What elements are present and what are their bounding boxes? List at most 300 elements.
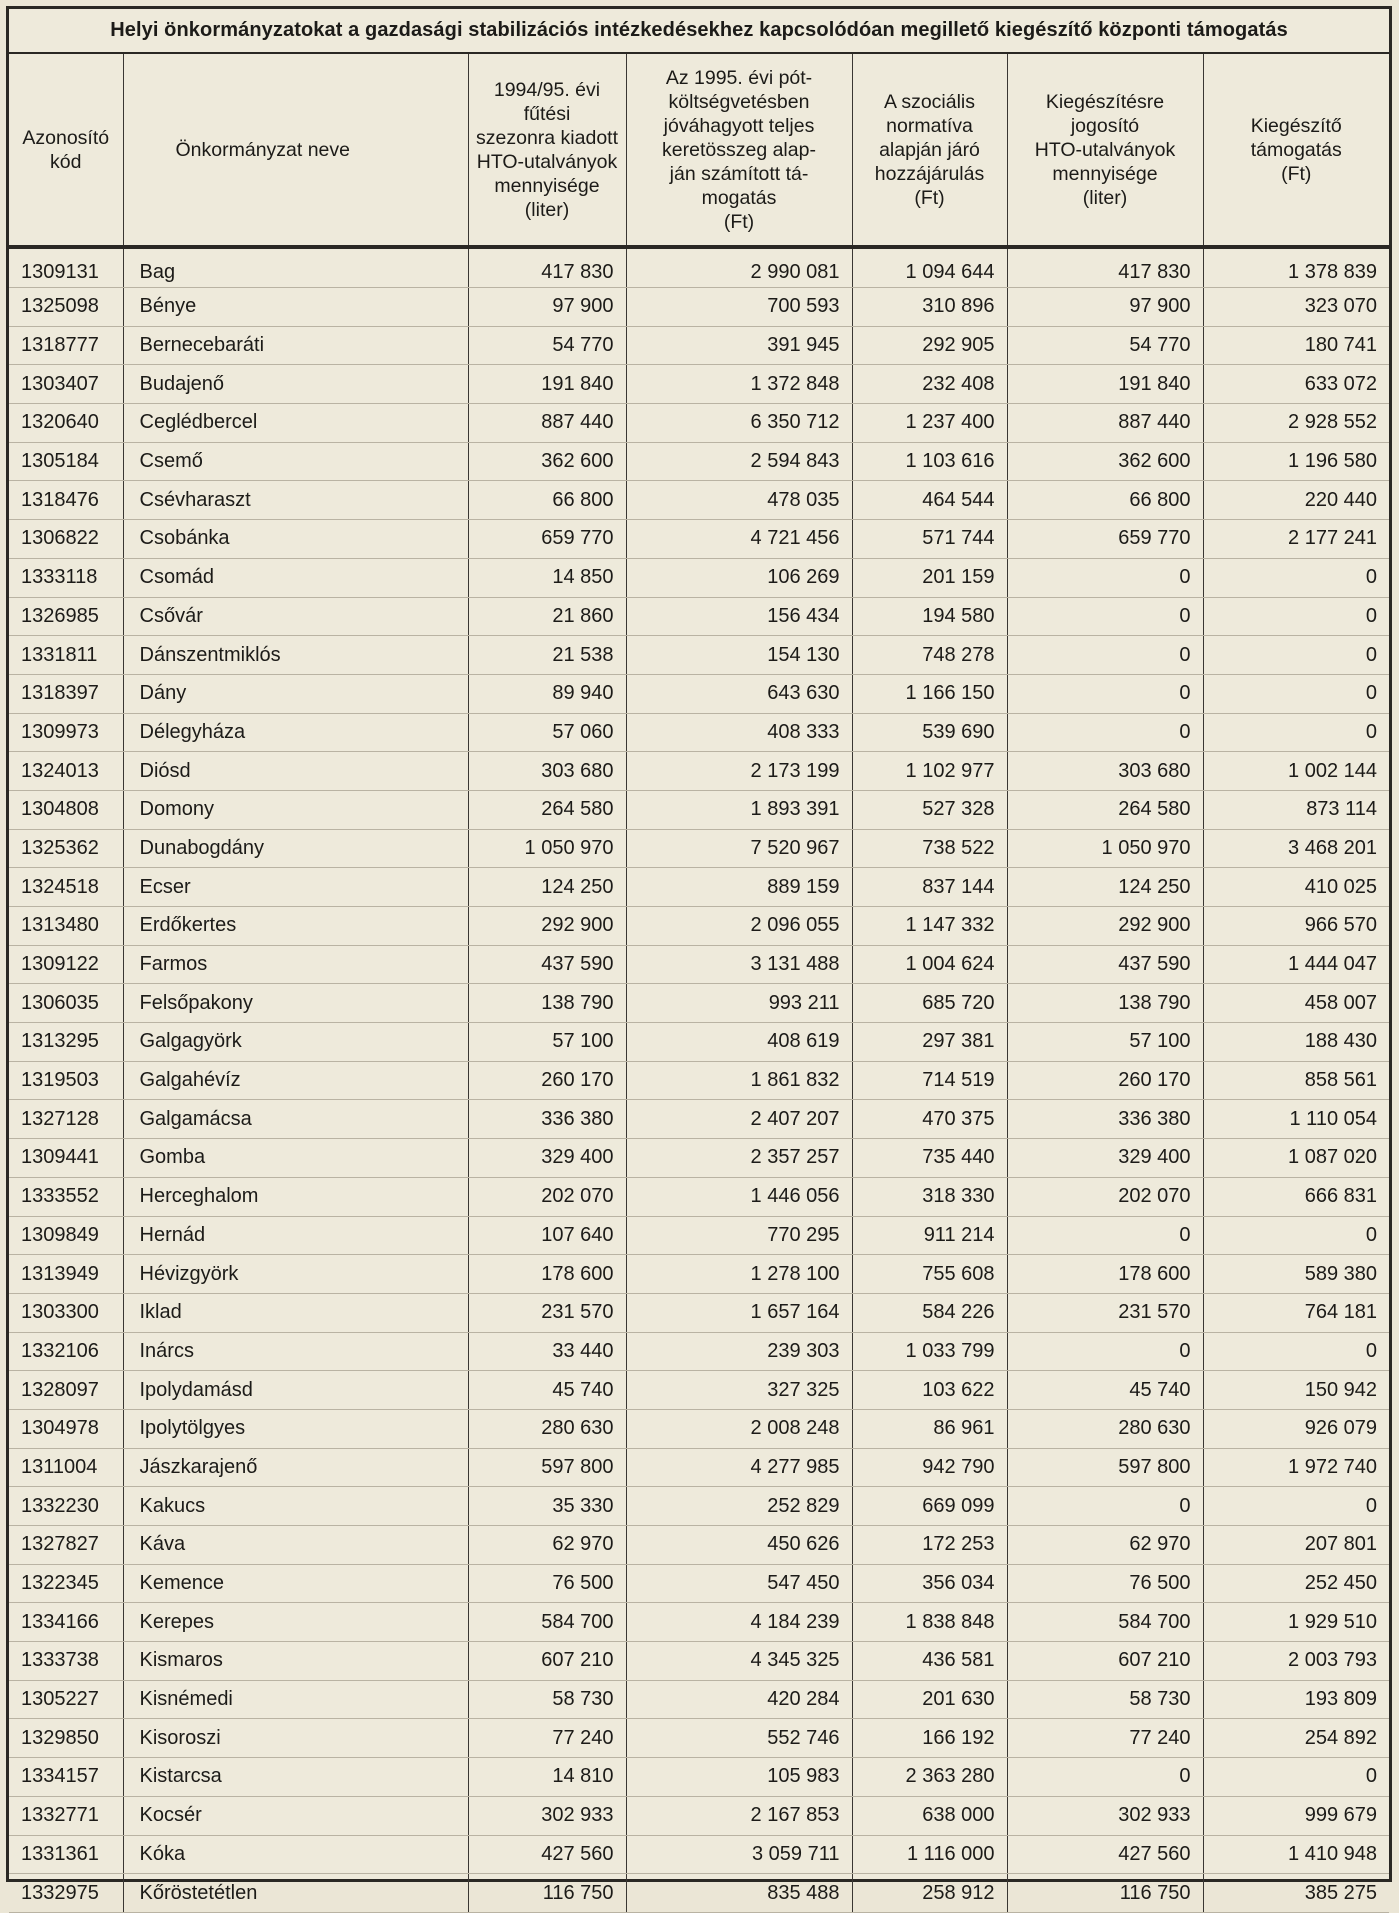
cell-supplementary-support: 966 570 xyxy=(1203,907,1389,946)
cell-id-code: 1326985 xyxy=(9,597,123,636)
cell-supplementary-support: 323 070 xyxy=(1203,288,1389,327)
cell-budget-support: 4 277 985 xyxy=(626,1448,852,1487)
cell-eligible-hto-quantity: 1 050 970 xyxy=(1007,829,1203,868)
cell-hto-quantity: 54 770 xyxy=(468,326,626,365)
cell-hto-quantity: 659 770 xyxy=(468,520,626,559)
cell-id-code: 1333738 xyxy=(9,1642,123,1681)
cell-supplementary-support: 2 177 241 xyxy=(1203,520,1389,559)
cell-eligible-hto-quantity: 191 840 xyxy=(1007,365,1203,404)
table-row xyxy=(9,1255,1389,1294)
cell-eligible-hto-quantity: 0 xyxy=(1007,1216,1203,1255)
cell-municipality-name: Ceglédbercel xyxy=(123,404,468,443)
cell-social-contribution: 318 330 xyxy=(852,1177,1007,1216)
cell-municipality-name: Budajenő xyxy=(123,365,468,404)
cell-id-code: 1328097 xyxy=(9,1371,123,1410)
cell-id-code: 1327827 xyxy=(9,1526,123,1565)
cell-hto-quantity: 97 900 xyxy=(468,288,626,327)
cell-hto-quantity: 21 860 xyxy=(468,597,626,636)
header-line: jogosító xyxy=(1070,114,1140,137)
cell-hto-quantity: 887 440 xyxy=(468,404,626,443)
cell-supplementary-support: 0 xyxy=(1203,597,1389,636)
cell-municipality-name: Erdőkertes xyxy=(123,907,468,946)
table-row xyxy=(9,1409,1389,1448)
table-row xyxy=(9,1448,1389,1487)
cell-budget-support: 408 333 xyxy=(626,713,852,752)
cell-municipality-name: Farmos xyxy=(123,945,468,984)
cell-eligible-hto-quantity: 178 600 xyxy=(1007,1255,1203,1294)
cell-eligible-hto-quantity: 124 250 xyxy=(1007,868,1203,907)
cell-social-contribution: 714 519 xyxy=(852,1061,1007,1100)
cell-eligible-hto-quantity: 58 730 xyxy=(1007,1680,1203,1719)
cell-hto-quantity: 191 840 xyxy=(468,365,626,404)
cell-eligible-hto-quantity: 280 630 xyxy=(1007,1409,1203,1448)
cell-budget-support: 408 619 xyxy=(626,1023,852,1062)
header-social-contribution xyxy=(852,54,1007,247)
cell-social-contribution: 527 328 xyxy=(852,790,1007,829)
cell-municipality-name: Hernád xyxy=(123,1216,468,1255)
cell-supplementary-support: 666 831 xyxy=(1203,1177,1389,1216)
cell-municipality-name: Kerepes xyxy=(123,1603,468,1642)
table-row xyxy=(9,868,1389,907)
cell-social-contribution: 942 790 xyxy=(852,1448,1007,1487)
cell-municipality-name: Csomád xyxy=(123,558,468,597)
cell-eligible-hto-quantity: 0 xyxy=(1007,1332,1203,1371)
cell-id-code: 1329850 xyxy=(9,1719,123,1758)
cell-social-contribution: 194 580 xyxy=(852,597,1007,636)
cell-hto-quantity: 66 800 xyxy=(468,481,626,520)
cell-id-code: 1303407 xyxy=(9,365,123,404)
cell-municipality-name: Kőröstetétlen xyxy=(123,1874,468,1913)
cell-social-contribution: 356 034 xyxy=(852,1564,1007,1603)
cell-id-code: 1327128 xyxy=(9,1100,123,1139)
table-row xyxy=(9,288,1389,327)
header-line: jóváhagyott teljes xyxy=(663,114,815,137)
cell-municipality-name: Jászkarajenő xyxy=(123,1448,468,1487)
cell-id-code: 1331361 xyxy=(9,1835,123,1874)
cell-municipality-name: Hévizgyörk xyxy=(123,1255,468,1294)
cell-eligible-hto-quantity: 292 900 xyxy=(1007,907,1203,946)
cell-eligible-hto-quantity: 329 400 xyxy=(1007,1139,1203,1178)
cell-social-contribution: 837 144 xyxy=(852,868,1007,907)
cell-social-contribution: 201 630 xyxy=(852,1680,1007,1719)
cell-budget-support: 450 626 xyxy=(626,1526,852,1565)
cell-budget-support: 889 159 xyxy=(626,868,852,907)
cell-hto-quantity: 76 500 xyxy=(468,1564,626,1603)
cell-supplementary-support: 193 809 xyxy=(1203,1680,1389,1719)
cell-social-contribution: 1 116 000 xyxy=(852,1835,1007,1874)
cell-social-contribution: 1 838 848 xyxy=(852,1603,1007,1642)
cell-id-code: 1334166 xyxy=(9,1603,123,1642)
cell-id-code: 1313480 xyxy=(9,907,123,946)
cell-municipality-name: Csemő xyxy=(123,442,468,481)
header-id-code xyxy=(9,54,123,247)
table-row xyxy=(9,1371,1389,1410)
cell-hto-quantity: 62 970 xyxy=(468,1526,626,1565)
table-row xyxy=(9,558,1389,597)
cell-id-code: 1332975 xyxy=(9,1874,123,1913)
cell-social-contribution: 685 720 xyxy=(852,984,1007,1023)
cell-supplementary-support: 2 928 552 xyxy=(1203,404,1389,443)
cell-budget-support: 2 173 199 xyxy=(626,752,852,791)
cell-hto-quantity: 1 050 970 xyxy=(468,829,626,868)
cell-budget-support: 4 721 456 xyxy=(626,520,852,559)
cell-municipality-name: Csobánka xyxy=(123,520,468,559)
table-row xyxy=(9,481,1389,520)
table-row xyxy=(9,1177,1389,1216)
cell-budget-support: 327 325 xyxy=(626,1371,852,1410)
cell-hto-quantity: 178 600 xyxy=(468,1255,626,1294)
cell-id-code: 1304808 xyxy=(9,790,123,829)
cell-municipality-name: Délegyháza xyxy=(123,713,468,752)
cell-social-contribution: 1 004 624 xyxy=(852,945,1007,984)
table-row xyxy=(9,1293,1389,1332)
cell-social-contribution: 232 408 xyxy=(852,365,1007,404)
cell-budget-support: 1 893 391 xyxy=(626,790,852,829)
cell-eligible-hto-quantity: 303 680 xyxy=(1007,752,1203,791)
cell-budget-support: 391 945 xyxy=(626,326,852,365)
header-line: normatíva xyxy=(886,114,973,137)
cell-supplementary-support: 458 007 xyxy=(1203,984,1389,1023)
header-line: Kiegészítésre xyxy=(1045,90,1165,113)
cell-eligible-hto-quantity: 0 xyxy=(1007,597,1203,636)
cell-hto-quantity: 302 933 xyxy=(468,1796,626,1835)
header-line: hozzájárulás xyxy=(874,162,985,185)
cell-supplementary-support: 589 380 xyxy=(1203,1255,1389,1294)
cell-eligible-hto-quantity: 437 590 xyxy=(1007,945,1203,984)
cell-municipality-name: Galgamácsa xyxy=(123,1100,468,1139)
cell-social-contribution: 86 961 xyxy=(852,1409,1007,1448)
cell-id-code: 1318476 xyxy=(9,481,123,520)
cell-municipality-name: Felsőpakony xyxy=(123,984,468,1023)
header-line: (liter) xyxy=(524,198,570,221)
cell-eligible-hto-quantity: 97 900 xyxy=(1007,288,1203,327)
cell-budget-support: 993 211 xyxy=(626,984,852,1023)
cell-budget-support: 7 520 967 xyxy=(626,829,852,868)
cell-municipality-name: Csévharaszt xyxy=(123,481,468,520)
table-row xyxy=(9,1603,1389,1642)
cell-social-contribution: 735 440 xyxy=(852,1139,1007,1178)
cell-budget-support: 1 861 832 xyxy=(626,1061,852,1100)
cell-eligible-hto-quantity: 597 800 xyxy=(1007,1448,1203,1487)
cell-hto-quantity: 292 900 xyxy=(468,907,626,946)
cell-eligible-hto-quantity: 607 210 xyxy=(1007,1642,1203,1681)
header-line: mennyisége xyxy=(494,174,600,197)
cell-municipality-name: Ipolydamásd xyxy=(123,1371,468,1410)
cell-eligible-hto-quantity: 887 440 xyxy=(1007,404,1203,443)
cell-supplementary-support: 385 275 xyxy=(1203,1874,1389,1913)
cell-id-code: 1332106 xyxy=(9,1332,123,1371)
cell-hto-quantity: 45 740 xyxy=(468,1371,626,1410)
table-row xyxy=(9,907,1389,946)
cell-id-code: 1333552 xyxy=(9,1177,123,1216)
cell-supplementary-support: 0 xyxy=(1203,1758,1389,1797)
cell-eligible-hto-quantity: 362 600 xyxy=(1007,442,1203,481)
cell-municipality-name: Kakucs xyxy=(123,1487,468,1526)
cell-supplementary-support: 207 801 xyxy=(1203,1526,1389,1565)
cell-budget-support: 156 434 xyxy=(626,597,852,636)
cell-id-code: 1311004 xyxy=(9,1448,123,1487)
cell-budget-support: 4 345 325 xyxy=(626,1642,852,1681)
cell-social-contribution: 464 544 xyxy=(852,481,1007,520)
cell-social-contribution: 1 102 977 xyxy=(852,752,1007,791)
cell-hto-quantity: 138 790 xyxy=(468,984,626,1023)
cell-supplementary-support: 0 xyxy=(1203,636,1389,675)
cell-id-code: 1309973 xyxy=(9,713,123,752)
header-supplementary-support xyxy=(1203,54,1389,247)
cell-supplementary-support: 3 468 201 xyxy=(1203,829,1389,868)
table-row xyxy=(9,326,1389,365)
table-row xyxy=(9,945,1389,984)
cell-eligible-hto-quantity: 45 740 xyxy=(1007,1371,1203,1410)
cell-budget-support: 1 657 164 xyxy=(626,1293,852,1332)
cell-eligible-hto-quantity: 231 570 xyxy=(1007,1293,1203,1332)
cell-budget-support: 547 450 xyxy=(626,1564,852,1603)
table-row xyxy=(9,752,1389,791)
cell-social-contribution: 1 237 400 xyxy=(852,404,1007,443)
cell-budget-support: 252 829 xyxy=(626,1487,852,1526)
cell-supplementary-support: 1 002 144 xyxy=(1203,752,1389,791)
cell-budget-support: 2 990 081 xyxy=(626,247,852,288)
cell-budget-support: 552 746 xyxy=(626,1719,852,1758)
cell-budget-support: 700 593 xyxy=(626,288,852,327)
table-row xyxy=(9,1023,1389,1062)
cell-supplementary-support: 180 741 xyxy=(1203,326,1389,365)
cell-hto-quantity: 116 750 xyxy=(468,1874,626,1913)
table-row xyxy=(9,829,1389,868)
cell-municipality-name: Inárcs xyxy=(123,1332,468,1371)
cell-hto-quantity: 107 640 xyxy=(468,1216,626,1255)
cell-hto-quantity: 336 380 xyxy=(468,1100,626,1139)
cell-eligible-hto-quantity: 427 560 xyxy=(1007,1835,1203,1874)
cell-municipality-name: Bénye xyxy=(123,288,468,327)
cell-hto-quantity: 89 940 xyxy=(468,674,626,713)
table-row xyxy=(9,1796,1389,1835)
cell-id-code: 1332771 xyxy=(9,1796,123,1835)
cell-id-code: 1334157 xyxy=(9,1758,123,1797)
cell-eligible-hto-quantity: 417 830 xyxy=(1007,247,1203,288)
cell-supplementary-support: 1 972 740 xyxy=(1203,1448,1389,1487)
cell-id-code: 1318397 xyxy=(9,674,123,713)
cell-budget-support: 2 407 207 xyxy=(626,1100,852,1139)
cell-hto-quantity: 260 170 xyxy=(468,1061,626,1100)
cell-municipality-name: Káva xyxy=(123,1526,468,1565)
cell-eligible-hto-quantity: 0 xyxy=(1007,1487,1203,1526)
cell-supplementary-support: 1 444 047 xyxy=(1203,945,1389,984)
table-row xyxy=(9,597,1389,636)
cell-supplementary-support: 926 079 xyxy=(1203,1409,1389,1448)
cell-eligible-hto-quantity: 0 xyxy=(1007,636,1203,675)
cell-id-code: 1309131 xyxy=(9,247,123,288)
document-sheet xyxy=(6,6,1392,1904)
cell-eligible-hto-quantity: 116 750 xyxy=(1007,1874,1203,1913)
cell-budget-support: 1 372 848 xyxy=(626,365,852,404)
table-row xyxy=(9,1332,1389,1371)
cell-id-code: 1305184 xyxy=(9,442,123,481)
header-line: kód xyxy=(50,150,82,173)
cell-budget-support: 105 983 xyxy=(626,1758,852,1797)
table-row xyxy=(9,1139,1389,1178)
cell-id-code: 1324013 xyxy=(9,752,123,791)
cell-social-contribution: 470 375 xyxy=(852,1100,1007,1139)
cell-hto-quantity: 303 680 xyxy=(468,752,626,791)
header-line: keretösszeg alap- xyxy=(662,138,816,161)
cell-social-contribution: 571 744 xyxy=(852,520,1007,559)
table-row xyxy=(9,365,1389,404)
cell-hto-quantity: 427 560 xyxy=(468,1835,626,1874)
cell-social-contribution: 310 896 xyxy=(852,288,1007,327)
cell-social-contribution: 436 581 xyxy=(852,1642,1007,1681)
cell-eligible-hto-quantity: 66 800 xyxy=(1007,481,1203,520)
header-line: Az 1995. évi pót- xyxy=(665,66,813,89)
cell-hto-quantity: 14 810 xyxy=(468,1758,626,1797)
cell-budget-support: 770 295 xyxy=(626,1216,852,1255)
header-line: költségvetésben xyxy=(668,90,810,113)
cell-budget-support: 154 130 xyxy=(626,636,852,675)
table-row xyxy=(9,247,1389,288)
table-row xyxy=(9,404,1389,443)
cell-id-code: 1318777 xyxy=(9,326,123,365)
support-table xyxy=(9,54,1389,1913)
cell-id-code: 1309122 xyxy=(9,945,123,984)
header-line: (Ft) xyxy=(914,186,945,209)
cell-supplementary-support: 1 929 510 xyxy=(1203,1603,1389,1642)
cell-supplementary-support: 1 410 948 xyxy=(1203,1835,1389,1874)
cell-municipality-name: Csővár xyxy=(123,597,468,636)
cell-social-contribution: 166 192 xyxy=(852,1719,1007,1758)
cell-hto-quantity: 607 210 xyxy=(468,1642,626,1681)
cell-social-contribution: 297 381 xyxy=(852,1023,1007,1062)
table-row xyxy=(9,1835,1389,1874)
cell-eligible-hto-quantity: 302 933 xyxy=(1007,1796,1203,1835)
cell-eligible-hto-quantity: 260 170 xyxy=(1007,1061,1203,1100)
cell-hto-quantity: 77 240 xyxy=(468,1719,626,1758)
cell-id-code: 1332230 xyxy=(9,1487,123,1526)
header-line: (Ft) xyxy=(1281,162,1312,185)
cell-social-contribution: 539 690 xyxy=(852,713,1007,752)
cell-hto-quantity: 21 538 xyxy=(468,636,626,675)
cell-budget-support: 2 008 248 xyxy=(626,1409,852,1448)
table-title: Helyi önkormányzatokat a gazdasági stabilizációs intézkedésekhez kapcsolódóan megillető kiegészítő központi támogatás xyxy=(9,9,1389,54)
cell-hto-quantity: 57 060 xyxy=(468,713,626,752)
cell-id-code: 1322345 xyxy=(9,1564,123,1603)
cell-municipality-name: Ipolytölgyes xyxy=(123,1409,468,1448)
table-row xyxy=(9,1216,1389,1255)
cell-social-contribution: 2 363 280 xyxy=(852,1758,1007,1797)
cell-id-code: 1324518 xyxy=(9,868,123,907)
cell-social-contribution: 755 608 xyxy=(852,1255,1007,1294)
cell-social-contribution: 201 159 xyxy=(852,558,1007,597)
cell-supplementary-support: 0 xyxy=(1203,1332,1389,1371)
cell-supplementary-support: 410 025 xyxy=(1203,868,1389,907)
header-line: támogatás xyxy=(1250,138,1342,161)
header-line: szezonra kiadott xyxy=(476,126,618,149)
cell-hto-quantity: 280 630 xyxy=(468,1409,626,1448)
cell-eligible-hto-quantity: 0 xyxy=(1007,558,1203,597)
cell-id-code: 1304978 xyxy=(9,1409,123,1448)
cell-municipality-name: Kisoroszi xyxy=(123,1719,468,1758)
cell-municipality-name: Dánszentmiklós xyxy=(123,636,468,675)
cell-eligible-hto-quantity: 336 380 xyxy=(1007,1100,1203,1139)
cell-supplementary-support: 0 xyxy=(1203,713,1389,752)
cell-id-code: 1325362 xyxy=(9,829,123,868)
table-row xyxy=(9,442,1389,481)
cell-hto-quantity: 329 400 xyxy=(468,1139,626,1178)
cell-budget-support: 1 278 100 xyxy=(626,1255,852,1294)
cell-municipality-name: Kismaros xyxy=(123,1642,468,1681)
header-line: A szociális xyxy=(883,90,976,113)
cell-supplementary-support: 764 181 xyxy=(1203,1293,1389,1332)
cell-budget-support: 6 350 712 xyxy=(626,404,852,443)
cell-social-contribution: 1 033 799 xyxy=(852,1332,1007,1371)
cell-hto-quantity: 124 250 xyxy=(468,868,626,907)
cell-supplementary-support: 0 xyxy=(1203,558,1389,597)
cell-supplementary-support: 0 xyxy=(1203,1487,1389,1526)
cell-eligible-hto-quantity: 0 xyxy=(1007,713,1203,752)
cell-supplementary-support: 1 196 580 xyxy=(1203,442,1389,481)
cell-municipality-name: Galgahévíz xyxy=(123,1061,468,1100)
table-row xyxy=(9,1487,1389,1526)
cell-budget-support: 2 594 843 xyxy=(626,442,852,481)
header-line: mennyisége xyxy=(1052,162,1158,185)
cell-supplementary-support: 633 072 xyxy=(1203,365,1389,404)
header-line: 1994/95. évi fűtési xyxy=(493,78,601,125)
cell-id-code: 1325098 xyxy=(9,288,123,327)
cell-social-contribution: 103 622 xyxy=(852,1371,1007,1410)
cell-supplementary-support: 999 679 xyxy=(1203,1796,1389,1835)
cell-municipality-name: Kisnémedi xyxy=(123,1680,468,1719)
cell-budget-support: 643 630 xyxy=(626,674,852,713)
cell-id-code: 1303300 xyxy=(9,1293,123,1332)
cell-municipality-name: Bernecebaráti xyxy=(123,326,468,365)
cell-supplementary-support: 873 114 xyxy=(1203,790,1389,829)
header-line: Kiegészítő xyxy=(1250,114,1342,137)
table-row xyxy=(9,790,1389,829)
cell-budget-support: 3 131 488 xyxy=(626,945,852,984)
header-row xyxy=(9,54,1389,247)
cell-id-code: 1306822 xyxy=(9,520,123,559)
cell-hto-quantity: 35 330 xyxy=(468,1487,626,1526)
cell-eligible-hto-quantity: 77 240 xyxy=(1007,1719,1203,1758)
cell-municipality-name: Kocsér xyxy=(123,1796,468,1835)
table-row xyxy=(9,984,1389,1023)
table-row xyxy=(9,1680,1389,1719)
cell-supplementary-support: 220 440 xyxy=(1203,481,1389,520)
cell-budget-support: 478 035 xyxy=(626,481,852,520)
cell-eligible-hto-quantity: 0 xyxy=(1007,1758,1203,1797)
header-line: HTO-utalványok xyxy=(1034,138,1176,161)
cell-supplementary-support: 1 110 054 xyxy=(1203,1100,1389,1139)
cell-budget-support: 2 096 055 xyxy=(626,907,852,946)
cell-social-contribution: 172 253 xyxy=(852,1526,1007,1565)
cell-supplementary-support: 858 561 xyxy=(1203,1061,1389,1100)
cell-social-contribution: 1 147 332 xyxy=(852,907,1007,946)
header-municipality-name xyxy=(123,54,468,247)
header-line: (liter) xyxy=(1082,186,1128,209)
header-line: ján számított tá- xyxy=(669,162,809,185)
cell-municipality-name: Dunabogdány xyxy=(123,829,468,868)
cell-id-code: 1305227 xyxy=(9,1680,123,1719)
table-row xyxy=(9,1100,1389,1139)
table-row xyxy=(9,1061,1389,1100)
cell-social-contribution: 584 226 xyxy=(852,1293,1007,1332)
table-row xyxy=(9,636,1389,675)
cell-budget-support: 3 059 711 xyxy=(626,1835,852,1874)
cell-social-contribution: 258 912 xyxy=(852,1874,1007,1913)
cell-hto-quantity: 417 830 xyxy=(468,247,626,288)
cell-eligible-hto-quantity: 584 700 xyxy=(1007,1603,1203,1642)
table-row xyxy=(9,713,1389,752)
header-line: alapján járó xyxy=(879,138,980,161)
